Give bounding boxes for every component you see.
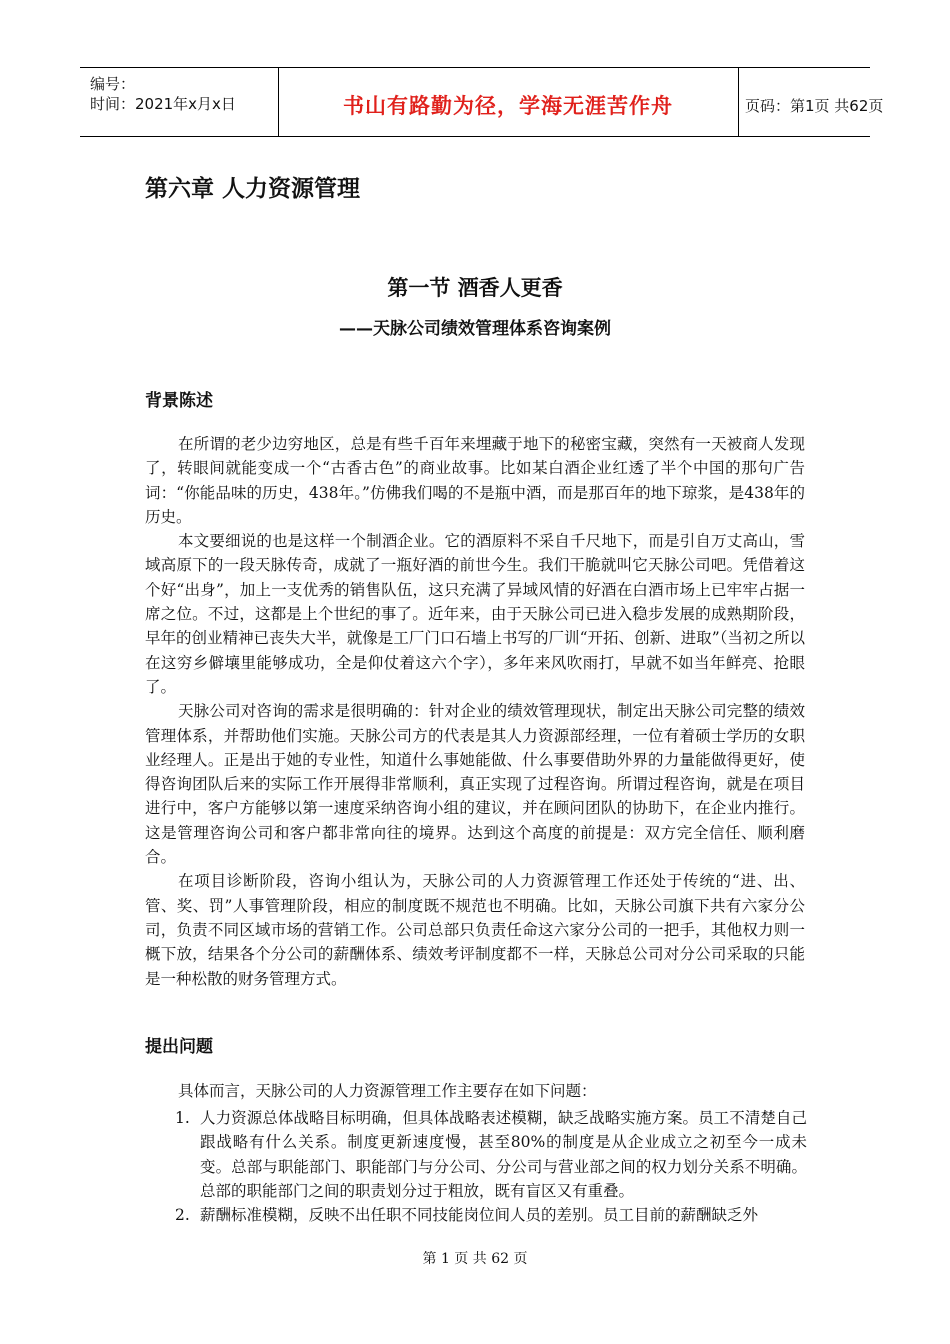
section-title: 第一节 酒香人更香 xyxy=(387,276,563,300)
list-item-text: 人力资源总体战略目标明确，但具体战略表述模糊，缺乏战略实施方案。员工不清楚自己跟战略有什么关系。制度更新速度慢，甚至80%的制度是从企业成立之初至今一成未变。总部与职能部门、职能部门与分公司、分公司与营业部之间的权力划分关系不明确。总部的职能部门之间的职责划分过于粗放，既有盲区又有重叠。 xyxy=(200,1109,807,1200)
problems-heading: 提出问题 xyxy=(145,1037,213,1057)
list-item xyxy=(145,1203,807,1227)
problems-intro: 具体而言，天脉公司的人力资源管理工作主要存在如下问题： xyxy=(178,1082,597,1100)
document-number-label: 编号： xyxy=(90,75,136,93)
list-item-number: 1. xyxy=(175,1109,190,1127)
list-item xyxy=(145,1106,807,1203)
document-date: 时间：2021年x月x日 xyxy=(90,95,236,113)
page-footer: 第 1 页 共 62 页 xyxy=(422,1251,528,1267)
paragraph: 在所谓的老少边穷地区，总是有些千百年来埋藏于地下的秘密宝藏，突然有一天被商人发现了，转眼间就能变成一个“古香古色”的商业故事。比如某白酒企业红透了半个中国的那句广告词：“你能品味的历史，438年。”仿佛我们喝的不是瓶中酒，而是那百年的地下琼浆，是438年的历史。 xyxy=(145,435,805,526)
list-item-number: 2. xyxy=(175,1206,190,1225)
header-page-info: 页码：第1页 共62页 xyxy=(745,97,884,115)
background-body xyxy=(145,432,805,991)
chapter-title: 第六章 人力资源管理 xyxy=(145,176,361,202)
header-motto-cell xyxy=(278,68,739,136)
problems-list xyxy=(145,1106,807,1227)
section-subtitle: ——天脉公司绩效管理体系咨询案例 xyxy=(339,319,611,339)
paragraph: 在项目诊断阶段，咨询小组认为，天脉公司的人力资源管理工作还处于传统的“进、出、管、奖、罚”人事管理阶段，相应的制度既不规范也不明确。比如，天脉公司旗下共有六家分公司，负责不同区域市场的营销工作。公司总部只负责任命这六家分公司的一把手，其他权力则一概下放，结果各个分公司的薪酬体系、绩效考评制度都不一样，天脉总公司对分公司采取的只能是一种松散的财务管理方式。 xyxy=(145,872,805,988)
paragraph: 本文要细说的也是这样一个制酒企业。它的酒原料不采自千尺地下，而是引自万丈高山，雪域高原下的一段天脉传奇，成就了一瓶好酒的前世今生。我们干脆就叫它天脉公司吧。凭借着这个好“出身”，加上一支优秀的销售队伍，这只充满了异域风情的好酒在白酒市场上已牢牢占据一席之位。不过，这都是上个世纪的事了。近年来，由于天脉公司已进入稳步发展的成熟期阶段，早年的创业精神已丧失大半，就像是工厂门口石墙上书写的厂训“开拓、创新、进取”（当初之所以在这穷乡僻壤里能够成功，全是仰仗着这六个字），多年来风吹雨打，早就不如当年鲜亮、抢眼了。 xyxy=(145,532,805,696)
paragraph: 天脉公司对咨询的需求是很明确的：针对企业的绩效管理现状，制定出天脉公司完整的绩效管理体系，并帮助他们实施。天脉公司方的代表是其人力资源部经理，一位有着硕士学历的女职业经理人。正是出于她的专业性，知道什么事她能做、什么事要借助外界的力量能做得更好，使得咨询团队后来的实际工作开展得非常顺利，真正实现了过程咨询。所谓过程咨询，就是在项目进行中，客户方能够以第一速度采纳咨询小组的建议，并在顾问团队的协助下，在企业内推行。这是管理咨询公司和客户都非常向往的境界。达到这个高度的前提是：双方完全信任、顺利磨合。 xyxy=(145,702,805,867)
header-meta-cell xyxy=(80,68,279,136)
page-header xyxy=(80,67,884,137)
header-page-cell xyxy=(739,68,884,136)
background-heading: 背景陈述 xyxy=(145,391,213,411)
list-item-text: 薪酬标准模糊，反映不出任职不同技能岗位间人员的差别。员工目前的薪酬缺乏外 xyxy=(200,1206,759,1225)
header-motto: 书山有路勤为径，学海无涯苦作舟 xyxy=(343,94,673,118)
